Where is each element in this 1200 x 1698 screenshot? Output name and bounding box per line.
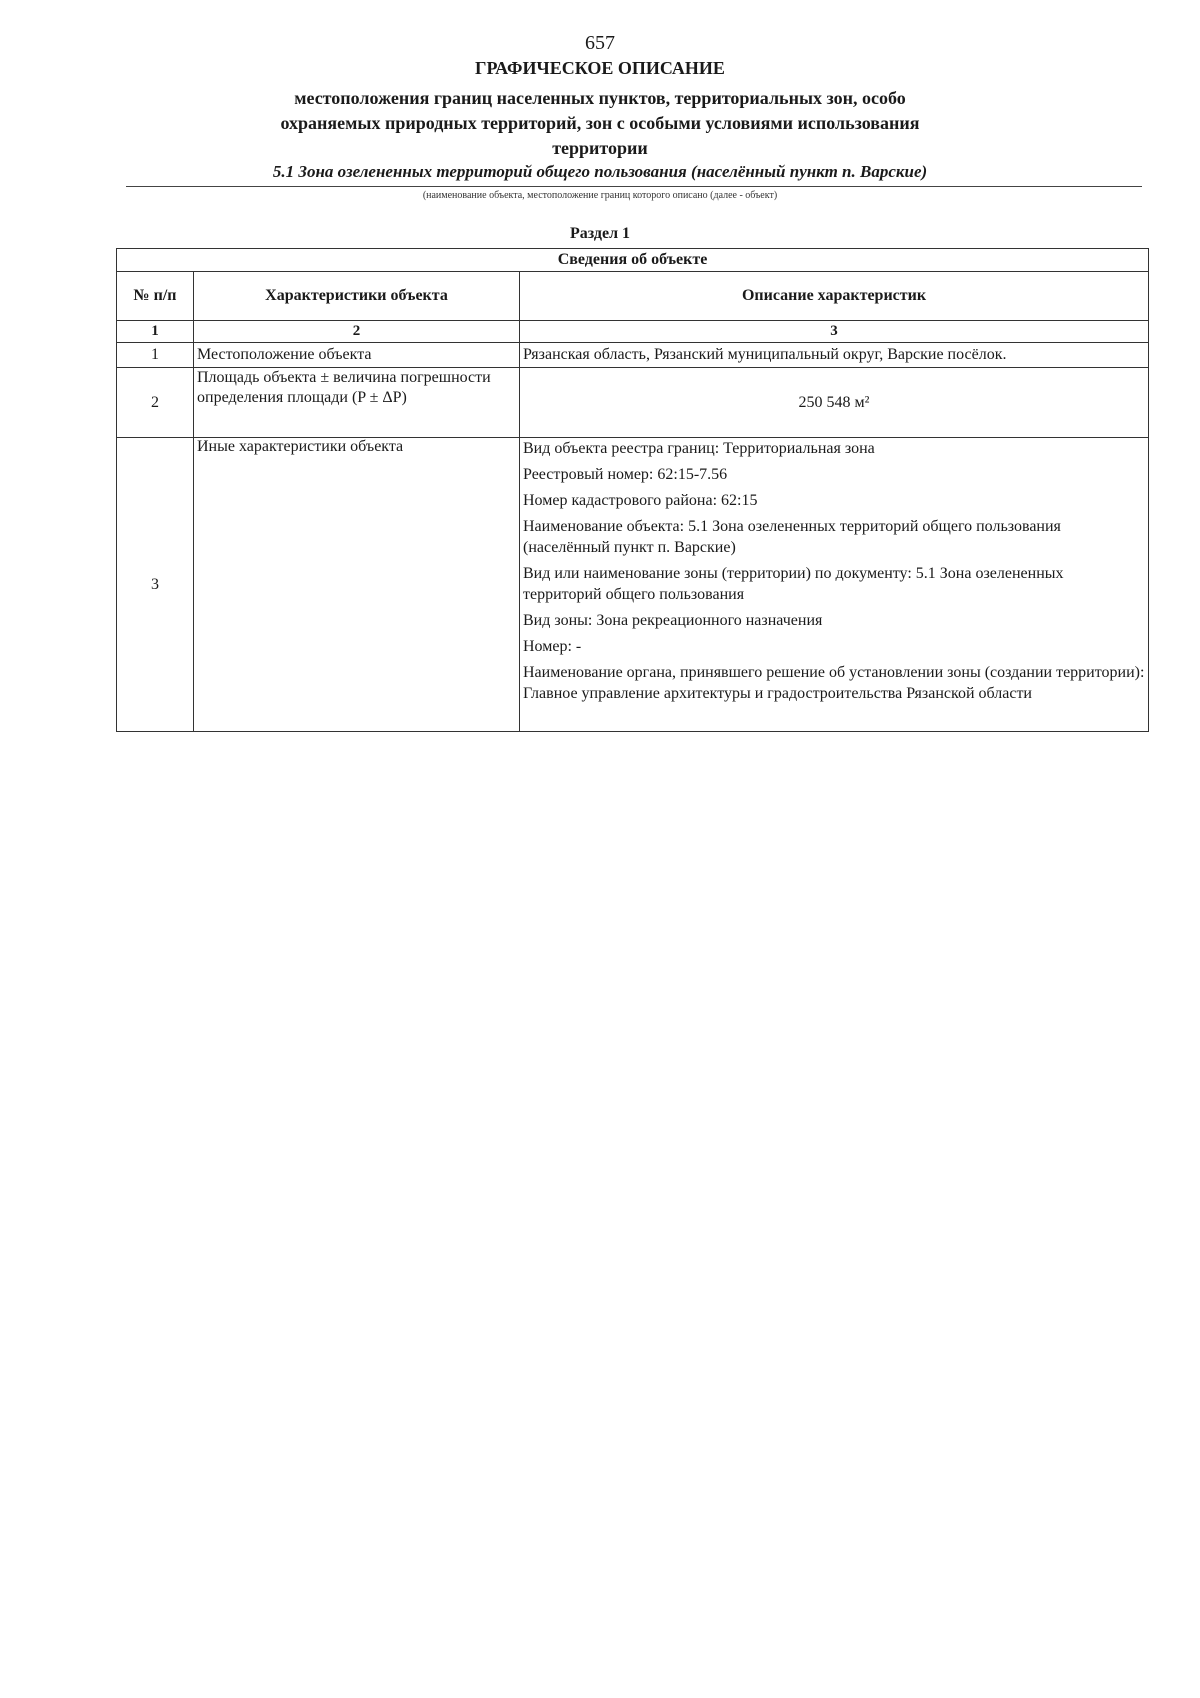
row-characteristic: Местоположение объекта bbox=[194, 343, 520, 368]
column-index-2: 2 bbox=[194, 321, 520, 343]
table-row bbox=[117, 438, 1149, 732]
object-info-table bbox=[116, 248, 1149, 732]
list-item: Наименование органа, принявшего решение об установлении зоны (создании территории): Главное управление архитектуры и градостроительства Рязанской области bbox=[523, 664, 1145, 702]
list-item: Вид или наименование зоны (территории) по документу: 5.1 Зона озелененных территорий общего пользования bbox=[523, 565, 1064, 603]
table-caption: Сведения об объекте bbox=[117, 249, 1149, 272]
object-name-underline bbox=[126, 186, 1142, 187]
table-row bbox=[117, 343, 1149, 368]
row-number: 2 bbox=[117, 368, 194, 438]
row-number: 3 bbox=[117, 438, 194, 732]
table-index-row bbox=[117, 321, 1149, 343]
list-item: Номер кадастрового района: 62:15 bbox=[523, 492, 758, 509]
document-subtitle: местоположения границ населенных пунктов, территориальных зон, особо охраняемых природных территорий, зон с особыми условиями использования территории bbox=[280, 88, 920, 158]
table-row bbox=[117, 368, 1149, 438]
column-header-number: № п/п bbox=[117, 272, 194, 321]
row-value-list bbox=[520, 438, 1149, 732]
list-item: Вид объекта реестра границ: Территориальная зона bbox=[523, 440, 875, 457]
object-caption: (наименование объекта, местоположение границ которого описано (далее - объект) bbox=[422, 190, 778, 201]
table-caption-row bbox=[117, 249, 1149, 272]
object-name: 5.1 Зона озелененных территорий общего пользования (населённый пункт п. Варские) bbox=[272, 162, 928, 181]
section-title: Раздел 1 bbox=[569, 225, 631, 242]
column-index-3: 3 bbox=[520, 321, 1149, 343]
list-item: Номер: - bbox=[523, 638, 582, 655]
column-header-characteristic: Характеристики объекта bbox=[194, 272, 520, 321]
document-title: ГРАФИЧЕСКОЕ ОПИСАНИЕ bbox=[475, 58, 725, 78]
column-header-description: Описание характеристик bbox=[520, 272, 1149, 321]
table-header-row bbox=[117, 272, 1149, 321]
row-value: Рязанская область, Рязанский муниципальный округ, Варские посёлок. bbox=[520, 343, 1149, 368]
row-number: 1 bbox=[117, 343, 194, 368]
row-characteristic: Площадь объекта ± величина погрешности определения площади (P ± ΔP) bbox=[194, 368, 520, 438]
list-item: Реестровый номер: 62:15-7.56 bbox=[523, 466, 728, 483]
list-item: Вид зоны: Зона рекреационного назначения bbox=[523, 612, 823, 629]
row-characteristic: Иные характеристики объекта bbox=[194, 438, 520, 732]
row-value: 250 548 м² bbox=[520, 368, 1149, 438]
column-index-1: 1 bbox=[117, 321, 194, 343]
page-number: 657 bbox=[585, 32, 615, 54]
list-item: Наименование объекта: 5.1 Зона озелененных территорий общего пользования (населённый пункт п. Варские) bbox=[523, 518, 1061, 556]
